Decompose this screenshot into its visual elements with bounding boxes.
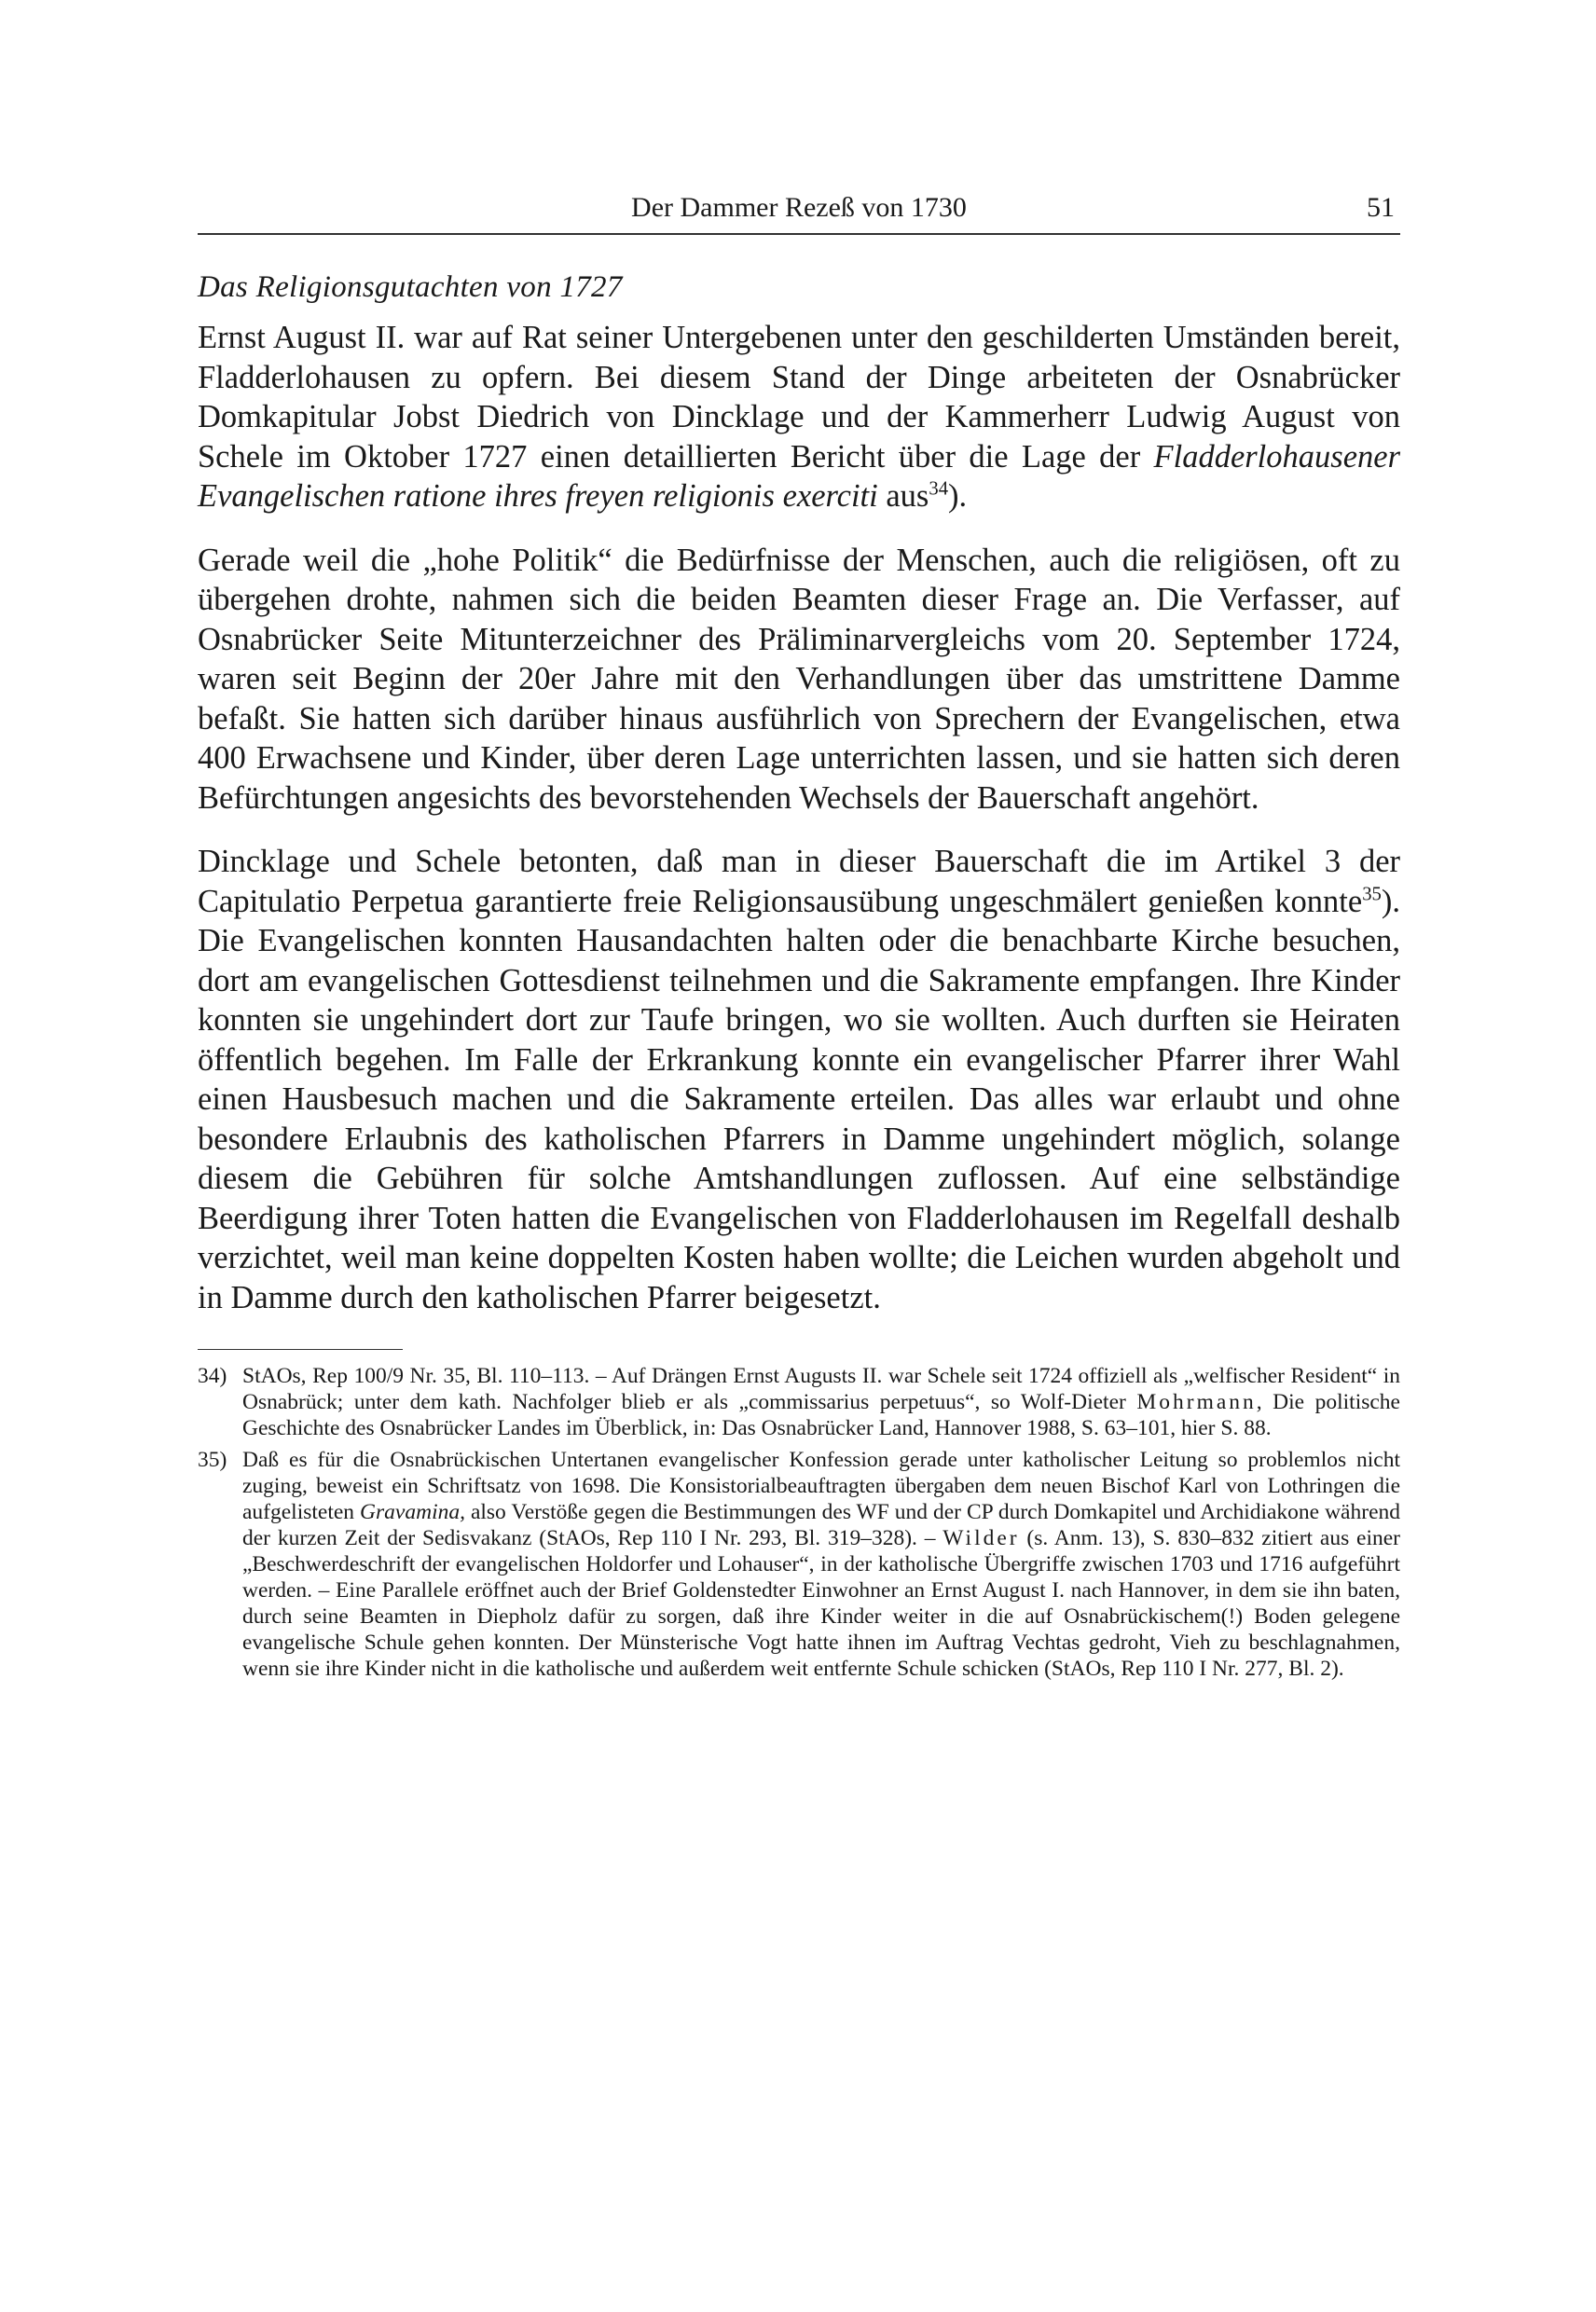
paragraph-3-text-b: ). Die Evangelischen konnten Hausandachten halten oder die benachbarte Kirche besuchen, dort am evangelischen Gottesdienst teilnehmen und die Sakramente empfangen. Ihre Kinder konnten sie ungehindert dort zur Taufe bringen, wo sie wollten. Auch durften sie Heiraten öffentlich begehen. Im Falle der Erkrankung konnte ein evangelischer Pfarrer ihrer Wahl einen Hausbesuch machen und die Sakramente erteilen. Das alles war erlaubt und ohne besondere Erlaubnis des katholischen Pfarrers in Damme ungehindert möglich, solange diesem die Gebühren für solche Amtshandlungen zuflossen. Auf eine selbständige Beerdigung ihrer Toten hatten die Evangelischen von Fladderlohausen im Regelfall deshalb verzichtet, weil man keine doppelten Kosten haben wollte; die Leichen wurden abgeholt und in Damme durch den katholischen Pfarrer beigesetzt.	[198, 883, 1400, 1315]
footnote-34-mark: 34)	[198, 1364, 227, 1388]
paragraph-3-text-a: Dincklage und Schele betonten, daß man in dieser Bauerschaft die im Artikel 3 der Capitulatio Perpetua garantierte freie Religionsausübung ungeschmälert genießen konnte	[198, 844, 1400, 919]
footnote-35-italic: Gravamina,	[360, 1500, 465, 1524]
paragraph-1-text-a: Ernst August II. war auf Rat seiner Untergebenen unter den geschilderten Umständen bereit, Fladderlohausen zu opfern. Bei diesem Stand der Dinge arbeiteten der Osnabrücker Domkapitular Jobst Diedrich von Dincklage und der Kammerherr Ludwig August von Schele im Oktober 1727 einen detaillierten Bericht über die Lage der	[198, 320, 1400, 475]
paragraph-1	[198, 318, 1400, 516]
running-title: Der Dammer Rezeß von 1730	[631, 192, 967, 223]
footnote-34	[198, 1363, 1400, 1441]
footnote-35-text-a: Daß es für die Osnabrückischen Untertanen evangelischer Konfession gerade unter katholischer Leitung so problemlos nicht zuging, beweist ein Schriftsatz von 1698. Die Konsistorialbeauftragten übergaben dem neuen Bischof Karl von Lothringen die aufgelisteten	[242, 1448, 1400, 1524]
page	[198, 186, 1400, 1687]
paragraph-1-text-c: ).	[948, 478, 968, 514]
footnote-35-text-b: also Verstöße gegen die Bestimmungen des WF und der CP durch Domkapitel und Archidiakone während der kurzen Zeit der Sedisvakanz (StAOs, Rep 110 I Nr. 293, Bl. 319–328). –	[242, 1500, 1400, 1550]
footnote-34-author: Mohrmann	[1136, 1390, 1257, 1414]
paragraph-3	[198, 842, 1400, 1317]
footnote-35-author: Wilder	[942, 1526, 1020, 1550]
footnote-35-text-c: (s. Anm. 13), S. 830–832 zitiert aus einer „Beschwerdeschrift der evangelischen Holdorfer und Lohauser“, in der katholische Übergriffe zwischen 1703 und 1716 aufgeführt werden. – Eine Parallele eröffnet auch der Brief Goldenstedter Einwohner an Ernst August I. nach Hannover, in dem sie ihn baten, durch seine Beamten in Diepholz dafür zu sorgen, daß ihre Kinder weiter in die auf Osnabrückischem(!) Boden gelegene evangelische Schule gehen konnten. Der Münsterische Vogt hatte ihnen im Auftrag Vechtas gedroht, Vieh zu beschlagnahmen, wenn sie ihre Kinder nicht in die katholische und außerdem weit entfernte Schule schicken (StAOs, Rep 110 I Nr. 277, Bl. 2).	[242, 1526, 1400, 1681]
footnote-ref-35: 35	[1362, 884, 1382, 904]
footnote-34-text-b: , Die politische Geschichte des Osnabrücker Landes im Überblick, in: Das Osnabrücker Land, Hannover 1988, S. 63–101, hier S. 88.	[242, 1390, 1400, 1440]
running-head	[198, 186, 1400, 235]
paragraph-2: Gerade weil die „hohe Politik“ die Bedürfnisse der Menschen, auch die religiösen, oft zu übergehen drohte, nahmen sich die beiden Beamten dieser Frage an. Die Verfasser, auf Osnabrücker Seite Mitunterzeichner des Präliminarvergleichs vom 20. September 1724, waren seit Beginn der 20er Jahre mit den Verhandlungen über das umstrittene Damme befaßt. Sie hatten sich darüber hinaus ausführlich von Sprechern der Evangelischen, etwa 400 Erwachsene und Kinder, über deren Lage unterrichten lassen, und sie hatten sich deren Befürchtungen angesichts des bevorstehenden Wechsels der Bauerschaft angehört.	[198, 542, 1400, 816]
paragraph-1-italic: Fladderlohausener Evangelischen ratione ihres freyen religionis exerciti	[198, 438, 1400, 514]
footnote-34-text-a: StAOs, Rep 100/9 Nr. 35, Bl. 110–113. – Auf Drängen Ernst Augusts II. war Schele seit 1724 offiziell als „welfischer Resident“ in Osnabrück; unter dem kath. Nachfolger blieb er als „commissarius perpetuus“, so Wolf-Dieter	[242, 1364, 1400, 1414]
page-number: 51	[1367, 192, 1395, 223]
footnote-35-mark: 35)	[198, 1448, 227, 1472]
paragraph-1-text-b: aus	[877, 478, 929, 514]
section-heading: Das Religionsgutachten von 1727	[198, 270, 623, 304]
footnote-ref-34: 34	[929, 478, 949, 500]
footnote-35	[198, 1447, 1400, 1682]
footnote-separator	[198, 1349, 403, 1350]
